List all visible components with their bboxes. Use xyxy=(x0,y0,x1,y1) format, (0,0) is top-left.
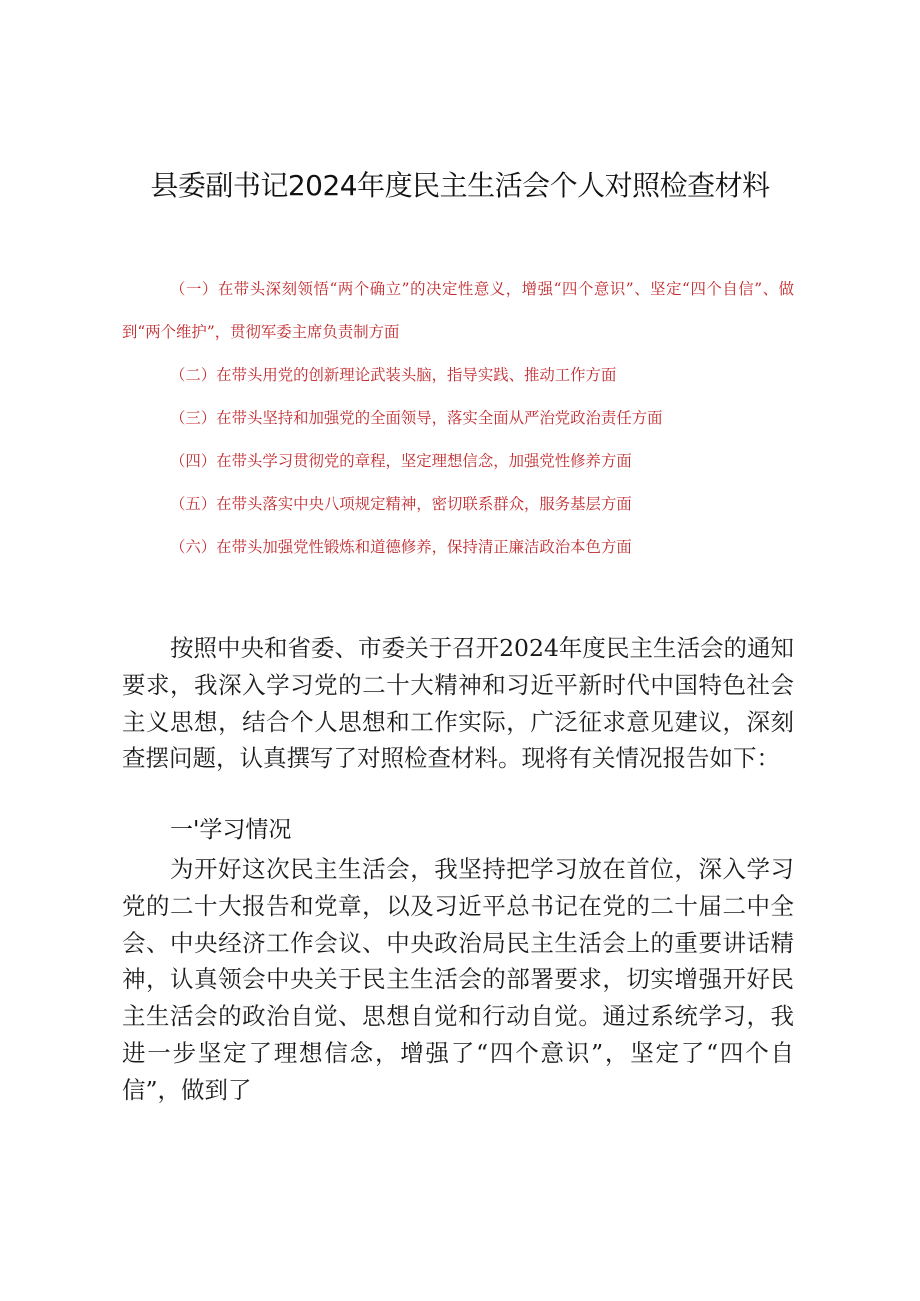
outline-list xyxy=(122,268,794,569)
section-paragraph: 为开好这次民主生活会，我坚持把学习放在首位，深入学习党的二十大报告和党章，以及习近平总书记在党的二十届二中全会、中央经济工作会议、中央政治局民主生活会上的重要讲话精神，认真领会中央关于民主生活会的部署要求，切实增强开好民主生活会的政治自觉、思想自觉和行动自觉。通过系统学习，我进一步坚定了理想信念，增强了“四个意识”，坚定了“四个自信”，做到了 xyxy=(122,855,794,1104)
outline-item-6: （六）在带头加强党性锻炼和道德修养，保持清正廉洁政治本色方面 xyxy=(170,538,632,556)
outline-item-3: （三）在带头坚持和加强党的全面领导，落实全面从严治党政治责任方面 xyxy=(170,409,663,427)
document-title: 县委副书记2024年度民主生活会个人对照检查材料 xyxy=(150,169,770,202)
outline-item-5: （五）在带头落实中央八项规定精神，密切联系群众，服务基层方面 xyxy=(170,495,632,513)
outline-item-4: （四）在带头学习贯彻党的章程，坚定理想信念，加强党性修养方面 xyxy=(170,452,632,470)
outline-item-1: （一）在带头深刻领悟“两个确立”的决定性意义，增强“四个意识”、坚定“四个自信”、做到“两个维护”，贯彻军委主席负责制方面 xyxy=(122,280,794,341)
intro-paragraph: 按照中央和省委、市委关于召开2024年度民主生活会的通知要求，我深入学习党的二十大精神和习近平新时代中国特色社会主义思想，结合个人思想和工作实际，广泛征求意见建议，深刻查摆问题，认真撰写了对照检查材料。现将有关情况报告如下： xyxy=(122,634,794,773)
outline-item-2: （二）在带头用党的创新理论武装头脑，指导实践、推动工作方面 xyxy=(170,366,617,384)
section-heading: 一'学习情况 xyxy=(170,817,292,843)
